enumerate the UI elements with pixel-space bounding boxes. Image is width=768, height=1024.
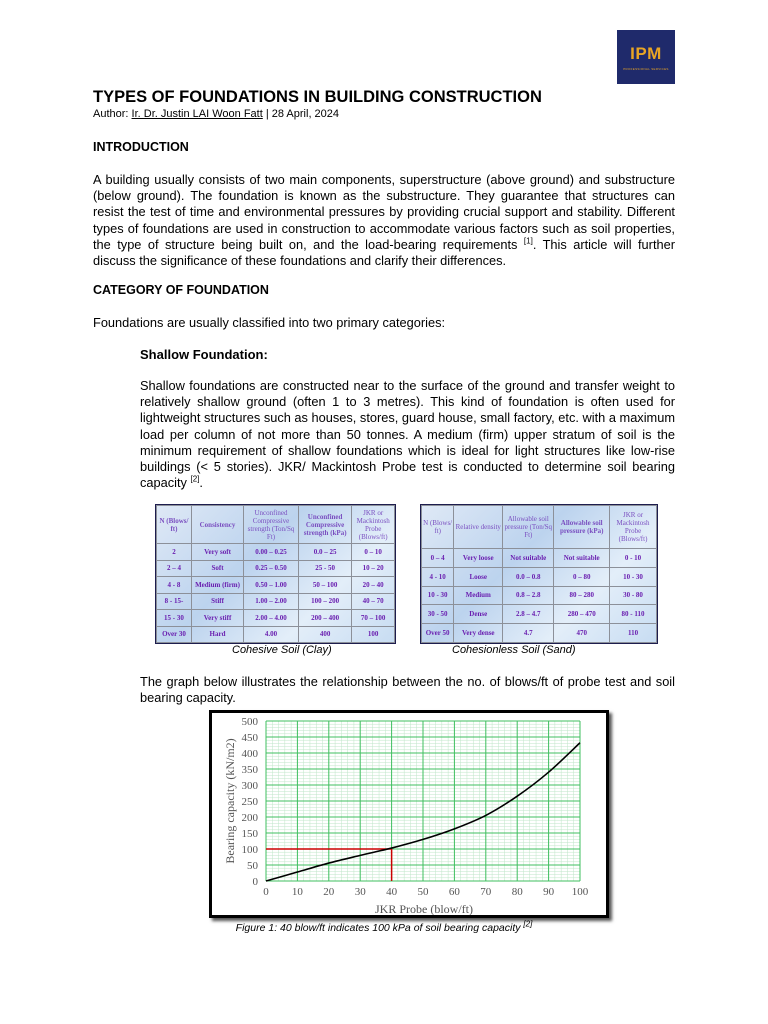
logo-text: IPM — [630, 44, 662, 63]
clay-cell: 1.00 – 2.00 — [244, 593, 299, 610]
clay-header-cell: JKR or Mackintosh Probe (Blows/ft) — [352, 506, 395, 544]
chart-major-grid — [266, 721, 580, 881]
author-prefix: Author: — [93, 108, 132, 120]
company-logo — [617, 30, 675, 84]
sand-cell: Dense — [454, 605, 503, 624]
clay-cell: 2 – 4 — [157, 560, 192, 577]
author-name-link[interactable]: Ir. Dr. Justin LAI Woon Fatt — [131, 108, 263, 120]
clay-cell: Soft — [191, 560, 243, 577]
clay-table-container — [155, 504, 396, 644]
x-tick-label: 70 — [480, 886, 492, 898]
sand-header-cell: Allowable soil pressure (Ton/Sq Ft) — [503, 506, 554, 549]
sand-cell: 10 - 30 — [610, 567, 657, 586]
x-tick-label: 50 — [417, 886, 429, 898]
clay-cell: 0.0 – 25 — [298, 544, 351, 561]
clay-table-row — [157, 560, 395, 577]
x-tick-label: 60 — [448, 886, 460, 898]
x-tick-label: 0 — [263, 886, 269, 898]
sand-cell: Very loose — [454, 549, 503, 568]
clay-header-cell: Unconfined Compressive strength (Ton/Sq Ft) — [244, 506, 299, 544]
x-tick-label: 20 — [323, 886, 335, 898]
shallow-ref: [2] — [190, 474, 200, 484]
sand-cell: 10 - 30 — [422, 586, 454, 605]
y-tick-label: 50 — [247, 860, 258, 872]
intro-paragraph — [93, 172, 675, 269]
bearing-capacity-chart — [212, 713, 606, 915]
clay-cell: 10 – 20 — [352, 560, 395, 577]
clay-cell: 40 – 70 — [352, 593, 395, 610]
y-tick-label: 400 — [241, 748, 258, 760]
clay-cell: 50 – 100 — [298, 577, 351, 594]
sand-cell: 2.8 – 4.7 — [503, 605, 554, 624]
intro-heading: INTRODUCTION — [93, 140, 189, 154]
shallow-body: Shallow foundations are constructed near to the surface of the ground and transfer weight to relatively shallow ground (often 1 to 3 metres). This kind of foundation is often used for lightweight structures such as houses, stores, guard house, small factory, etc. with a maximum load per column of not more than 50 tonnes. A medium (firm) upper stratum of soil is the minimum requirement of shallow foundations which is ideal for light structures like low-rise buildings (< 5 stories). JKR/ Mackintosh Probe test is conducted to determine soil bearing capacity — [140, 378, 675, 491]
figure-caption — [0, 919, 768, 934]
graph-intro-paragraph: The graph below illustrates the relationship between the no. of blows/ft of probe test and soil bearing capacity. — [140, 674, 675, 706]
y-tick-label: 500 — [241, 716, 258, 728]
category-heading: CATEGORY OF FOUNDATION — [93, 283, 269, 297]
chart-x-axis-label: JKR Probe (blow/ft) — [375, 902, 473, 915]
sand-cell: Over 50 — [422, 624, 454, 643]
y-tick-label: 200 — [241, 812, 258, 824]
sand-cell: Not suitable — [554, 549, 610, 568]
y-tick-label: 450 — [241, 732, 258, 744]
sand-header-cell: N (Blows/ ft) — [422, 506, 454, 549]
page-title: TYPES OF FOUNDATIONS IN BUILDING CONSTRUCTION — [93, 88, 542, 106]
clay-header-cell: N (Blows/ ft) — [157, 506, 192, 544]
clay-cell: Very stiff — [191, 610, 243, 627]
author-date: | 28 April, 2024 — [262, 108, 340, 120]
sand-cell: 470 — [554, 624, 610, 643]
sand-cell: 0.8 – 2.8 — [503, 586, 554, 605]
sand-table-row — [422, 605, 657, 624]
chart-y-axis-label: Bearing capacity (kN/m2) — [223, 738, 237, 864]
author-line — [93, 108, 339, 120]
sand-cell: 280 – 470 — [554, 605, 610, 624]
sand-cell: 0.0 – 0.8 — [503, 567, 554, 586]
x-tick-label: 10 — [291, 886, 303, 898]
y-tick-label: 250 — [241, 796, 258, 808]
sand-table-row — [422, 567, 657, 586]
clay-cell: 200 – 400 — [298, 610, 351, 627]
clay-table-row — [157, 544, 395, 561]
sand-cell: Medium — [454, 586, 503, 605]
shallow-paragraph — [140, 378, 675, 491]
clay-cell: 0.25 – 0.50 — [244, 560, 299, 577]
sand-table — [421, 505, 657, 643]
clay-cell: 20 – 40 — [352, 577, 395, 594]
sand-cell: Not suitable — [503, 549, 554, 568]
clay-cell: Hard — [191, 626, 243, 643]
x-tick-label: 100 — [571, 886, 589, 898]
clay-cell: 0.50 – 1.00 — [244, 577, 299, 594]
y-tick-label: 350 — [241, 764, 258, 776]
clay-cell: 15 - 30 — [157, 610, 192, 627]
clay-cell: Stiff — [191, 593, 243, 610]
clay-cell: 2.00 – 4.00 — [244, 610, 299, 627]
sand-table-row — [422, 586, 657, 605]
figure-caption-text: Figure 1: 40 blow/ft indicates 100 kPa of soil bearing capacity — [235, 922, 521, 934]
clay-cell: Medium (firm) — [191, 577, 243, 594]
sand-cell: 0 – 80 — [554, 567, 610, 586]
x-tick-label: 80 — [511, 886, 523, 898]
intro-ref: [1] — [523, 236, 533, 246]
clay-cell: 0.00 – 0.25 — [244, 544, 299, 561]
clay-table-row — [157, 577, 395, 594]
sand-cell: 0 – 4 — [422, 549, 454, 568]
clay-cell: 8 - 15- — [157, 593, 192, 610]
y-tick-label: 0 — [252, 876, 258, 888]
sand-cell: 4.7 — [503, 624, 554, 643]
clay-table-row — [157, 610, 395, 627]
clay-table-row — [157, 626, 395, 643]
x-tick-label: 90 — [543, 886, 555, 898]
clay-cell: 25 - 50 — [298, 560, 351, 577]
clay-cell: 2 — [157, 544, 192, 561]
x-tick-label: 30 — [354, 886, 366, 898]
clay-cell: 4.00 — [244, 626, 299, 643]
shallow-body-end: . — [199, 475, 203, 491]
clay-table-row — [157, 593, 395, 610]
clay-table — [156, 505, 395, 643]
sand-table-row — [422, 624, 657, 643]
sand-cell: 80 – 280 — [554, 586, 610, 605]
clay-table-caption: Cohesive Soil (Clay) — [232, 644, 332, 656]
clay-header-cell: Unconfined Compressive strength (kPa) — [298, 506, 351, 544]
category-paragraph: Foundations are usually classified into two primary categories: — [93, 315, 446, 330]
shallow-heading: Shallow Foundation: — [140, 347, 268, 362]
y-tick-label: 100 — [241, 844, 258, 856]
clay-cell: 4 - 8 — [157, 577, 192, 594]
bearing-capacity-chart-frame — [209, 710, 609, 918]
y-tick-label: 300 — [241, 780, 258, 792]
logo-subtext: PROFESSIONAL SERVICES — [623, 67, 669, 71]
clay-cell: 100 — [352, 626, 395, 643]
intro-body-end: . This article will further discuss the significance of these foundations and clarify their differences. — [93, 236, 675, 269]
sand-header-cell: JKR or Mackintosh Probe (Blows/ft) — [610, 506, 657, 549]
clay-cell: Over 30 — [157, 626, 192, 643]
clay-header-cell: Consistency — [191, 506, 243, 544]
sand-table-container — [420, 504, 658, 644]
clay-cell: Very soft — [191, 544, 243, 561]
sand-cell: 30 - 50 — [422, 605, 454, 624]
sand-cell: Loose — [454, 567, 503, 586]
clay-cell: 0 – 10 — [352, 544, 395, 561]
sand-header-cell: Allowable soil pressure (kPa) — [554, 506, 610, 549]
sand-cell: Very dense — [454, 624, 503, 643]
sand-header-cell: Relative density — [454, 506, 503, 549]
sand-table-caption: Cohesionless Soil (Sand) — [452, 644, 576, 656]
sand-cell: 0 - 10 — [610, 549, 657, 568]
x-tick-label: 40 — [386, 886, 398, 898]
intro-body: A building usually consists of two main components, superstructure (above ground) and substructure (below ground). The foundation is known as the substructure. They guarantee that structures can resist the test of time and environmental pressures by providing crucial support and stability. Different types of foundations are used in construction to accommodate various factors such as soil properties, the type of structure being built on, and the load-bearing requirements — [93, 172, 675, 252]
sand-cell: 80 - 110 — [610, 605, 657, 624]
sand-cell: 30 - 80 — [610, 586, 657, 605]
sand-cell: 4 - 10 — [422, 567, 454, 586]
clay-cell: 100 – 200 — [298, 593, 351, 610]
sand-table-row — [422, 549, 657, 568]
figure-ref: [2] — [523, 919, 533, 929]
sand-cell: 110 — [610, 624, 657, 643]
clay-cell: 400 — [298, 626, 351, 643]
y-tick-label: 150 — [241, 828, 258, 840]
clay-cell: 70 – 100 — [352, 610, 395, 627]
